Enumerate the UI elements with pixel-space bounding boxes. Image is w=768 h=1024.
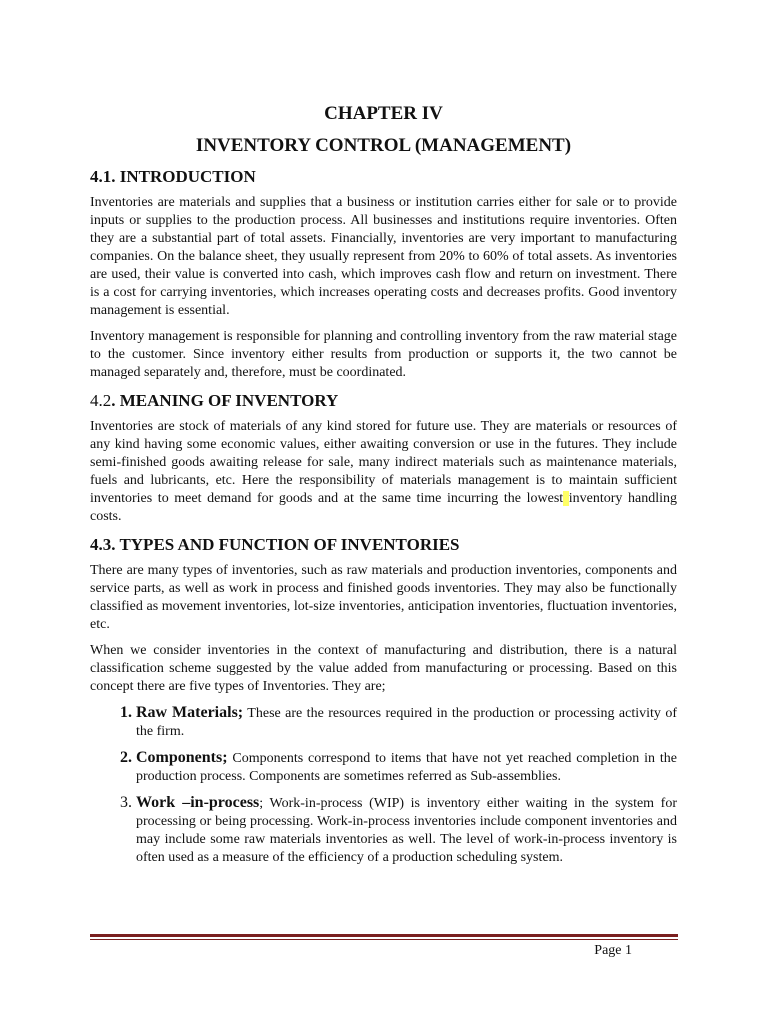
list-item-description: These are the resources required in the production or processing activity of the firm. [136,706,677,739]
section-heading-meaning [90,390,677,412]
list-item-term: Work –in-process [136,794,260,811]
introduction-paragraph-1: Inventories are materials and supplies that a business or institution carries either for sale or to provide inputs or supplies to the production process. All businesses and institutions require inventories. Often they are a substantial part of total assets. Financially, inventories are very important to manufacturing companies. On the balance sheet, they usually represent from 20% to 60% of total assets. As inventories are used, their value is converted into cash, which improves cash flow and return on investment. There is a cost for carrying inventories, which increases operating costs and decreases profits. Good inventory management is essential. [90,195,677,318]
list-item-term: Raw Materials; [136,704,244,721]
inventory-types-list [90,704,677,867]
list-item-raw-materials [136,704,677,741]
types-paragraph-1: There are many types of inventories, such as raw materials and production inventories, components and service parts, as well as work in process and finished goods inventories. They may also be functionally classified as movement inventories, lot-size inventories, anticipation inventories, fluctuation inventories, etc. [90,563,677,632]
section-heading-types: 4.3. TYPES AND FUNCTION OF INVENTORIES [90,535,460,554]
list-item-components [136,749,677,786]
meaning-paragraph-text-start: Inventories are stock of materials of any kind stored for future use. They are materials or resources of any kind having some economic values, either awaiting conversion or use in the futures. They include semi-finished goods awaiting release for sale, many indirect materials such as maintenance materials, fuels and lubricants, etc. Here the responsibility of materials management is to maintain sufficient inventories to meet demand for goods and at the same time incurring the lowest [90,419,677,506]
meaning-paragraph [90,418,677,526]
footer-divider [90,934,678,940]
footer-divider-thin-line [90,939,678,940]
introduction-paragraph-2: Inventory management is responsible for planning and controlling inventory from the raw material stage to the customer. Since inventory either results from production or supports it, the two cannot be managed separately and, therefore, must be coordinated. [90,329,677,380]
section-number-meaning: 4.2 [90,391,112,410]
types-paragraph-2: When we consider inventories in the context of manufacturing and distribution, there is a natural classification scheme suggested by the value added from manufacturing or processing. Based on this concept there are five types of Inventories. They are; [90,643,677,694]
list-item-description: Components correspond to items that have not yet reached completion in the production process. Components are sometimes referred as Sub-assemblies. [136,751,677,784]
chapter-title: INVENTORY CONTROL (MANAGEMENT) [195,135,572,156]
page-number: Page 1 [594,943,632,958]
page-content [90,102,677,875]
section-title-meaning: . MEANING OF INVENTORY [111,391,339,410]
chapter-number: CHAPTER IV [324,103,443,124]
list-item-term: Components; [136,749,228,766]
section-heading-introduction: 4.1. INTRODUCTION [90,167,256,186]
list-item-description: ; Work-in-process (WIP) is inventory either waiting in the system for processing or being processing. Work-in-process inventories include component inventories and may include some raw materials inventories as well. The level of work-in-process inventory is often used as a measure of the efficiency of a production scheduling system. [136,796,677,865]
list-item-work-in-process [136,794,677,867]
meaning-paragraph-text-end: inventory handling costs. [90,491,677,524]
